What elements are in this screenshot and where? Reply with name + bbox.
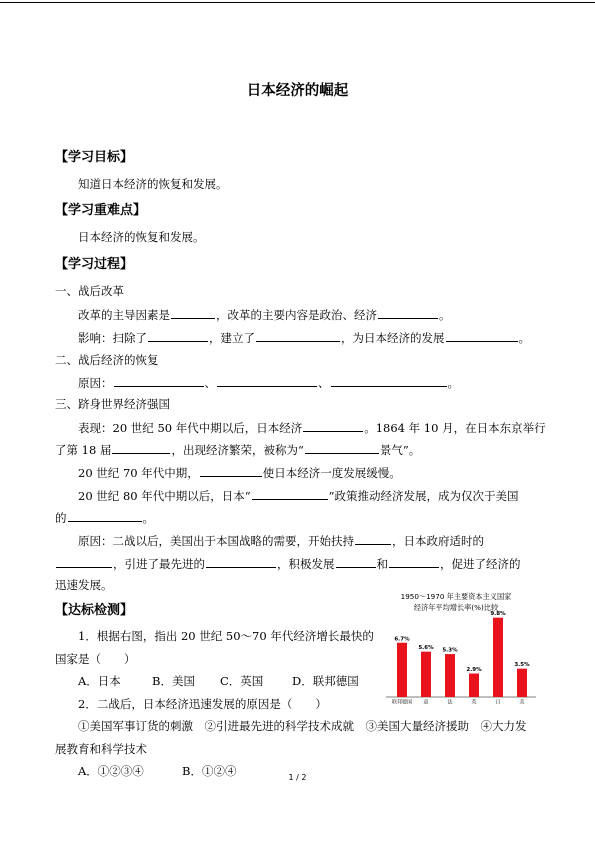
recovery-reasons-line: [78, 374, 459, 391]
header-rule: [0, 2, 595, 3]
question-1-line-2: 国家是（ ）: [55, 652, 136, 666]
chart-value-label: 5.6%: [418, 645, 434, 652]
fill-blank[interactable]: [217, 374, 317, 387]
fill-blank[interactable]: [114, 374, 204, 387]
text-fragment: 20 世纪 70 年代中期，: [78, 466, 199, 480]
fill-blank[interactable]: [305, 441, 379, 454]
chart-bar: [421, 652, 431, 697]
fill-blank[interactable]: [303, 419, 363, 432]
chart-category-label: 联邦德国: [391, 699, 413, 705]
power-line-4: [78, 487, 519, 504]
text-fragment: ，为日本经济的发展: [341, 331, 445, 345]
text-fragment: 、: [318, 376, 330, 390]
text-fragment: 。: [518, 331, 530, 345]
chart-title-line: 经济年平均增长率(%)比较: [413, 603, 499, 612]
text-fragment: 了第 18 届: [55, 443, 112, 457]
section-heading-goals: 【学习目标】: [55, 150, 134, 165]
fill-blank[interactable]: [378, 306, 438, 319]
chart-title: [401, 592, 512, 612]
text-fragment: 改革的主导因素是: [78, 308, 170, 322]
fill-blank[interactable]: [206, 555, 276, 568]
option-c[interactable]: C．英国: [220, 674, 264, 688]
fill-blank[interactable]: [389, 555, 439, 568]
text-fragment: ，出现经济繁荣，被称为“: [171, 443, 304, 457]
chart-category-label: 法: [447, 699, 453, 705]
text-fragment: 景气”。: [379, 443, 421, 457]
power-line-8: 迅速发展。: [55, 578, 113, 592]
text-fragment: 。1864 年 10 月，在日本东京举行: [364, 421, 546, 435]
key-points-text: 日本经济的恢复和发展。: [78, 230, 205, 244]
text-fragment: ，促进了经济的: [440, 557, 521, 571]
text-fragment: 20 世纪 80 年代中期以后，日本“: [78, 489, 251, 503]
option-a[interactable]: A．日本: [78, 674, 121, 688]
chart-category-label: 英: [471, 699, 477, 705]
text-fragment: ”政策推动经济发展，成为仅次于美国: [328, 489, 519, 503]
text-fragment: 表现：20 世纪 50 年代中期以后，日本经济: [78, 421, 303, 435]
text-fragment: 原因：二战以后，美国出于本国战略的需要，开始扶持: [78, 534, 354, 548]
section-heading-test: 【达标检测】: [55, 603, 134, 618]
fill-blank[interactable]: [331, 374, 447, 387]
text-fragment: 原因：: [78, 376, 113, 390]
power-line-5: [55, 509, 154, 526]
power-line-2: [55, 441, 420, 458]
fill-blank[interactable]: [200, 464, 262, 477]
fill-blank[interactable]: [355, 532, 391, 545]
option-a[interactable]: A．①②③④: [78, 764, 144, 778]
chart-value-label: 3.5%: [514, 662, 530, 669]
power-line-7: [55, 555, 521, 572]
option-b[interactable]: B．①②④: [182, 764, 237, 778]
chart-category-label: 意: [423, 699, 429, 705]
fill-blank[interactable]: [56, 555, 112, 568]
text-fragment: 影响：扫除了: [78, 331, 147, 345]
goals-text: 知道日本经济的恢复和发展。: [78, 177, 228, 191]
chart-value-label: 9.8%: [490, 611, 506, 618]
text-fragment: 。: [439, 308, 451, 322]
fill-blank[interactable]: [336, 555, 376, 568]
subheading-postwar-reform: 一、战后改革: [55, 284, 124, 298]
power-line-1: [78, 419, 546, 436]
text-fragment: ，引进了最先进的: [113, 557, 205, 571]
chart-bar: [517, 669, 527, 697]
section-heading-key-points: 【学习重难点】: [55, 203, 147, 218]
power-line-3: [78, 464, 401, 481]
reform-line-1: [78, 306, 451, 323]
text-fragment: 的: [55, 511, 67, 525]
text-fragment: ，积极发展: [277, 557, 335, 571]
question-2-line-1: 2．二战后，日本经济迅速发展的原因是（ ）: [78, 697, 327, 711]
text-fragment: ，建立了: [209, 331, 255, 345]
chart-bar: [397, 643, 407, 697]
reform-line-2: [78, 329, 530, 346]
fill-blank[interactable]: [148, 329, 208, 342]
chart-bar: [445, 654, 455, 697]
text-fragment: 使日本经济一度发展缓慢。: [262, 466, 401, 480]
chart-value-label: 2.9%: [466, 667, 482, 674]
fill-blank[interactable]: [252, 487, 328, 500]
chart-value-label: 6.7%: [394, 636, 410, 643]
subheading-postwar-recovery: 二、战后经济的恢复: [55, 353, 159, 367]
power-line-6: [78, 532, 484, 549]
text-fragment: ，改革的主要内容是政治、经济: [216, 308, 377, 322]
subheading-economic-power: 三、跻身世界经济强国: [55, 397, 170, 411]
text-fragment: 。: [447, 376, 459, 390]
question-2-items-cont: 展教育和科学技术: [55, 742, 147, 756]
text-fragment: ，日本政府适时的: [392, 534, 484, 548]
growth-rate-bar-chart: [384, 590, 544, 705]
fill-blank[interactable]: [446, 329, 518, 342]
option-d[interactable]: D．联邦德国: [292, 674, 359, 688]
chart-category-label: 美: [519, 699, 525, 705]
fill-blank[interactable]: [256, 329, 340, 342]
page-number: 1 / 2: [288, 773, 307, 782]
text-fragment: 和: [376, 557, 388, 571]
fill-blank[interactable]: [68, 509, 142, 522]
section-heading-process: 【学习过程】: [55, 257, 134, 272]
chart-title-line: 1950～1970 年主要资本主义国家: [400, 592, 512, 601]
page-title: 日本经济的崛起: [246, 83, 349, 99]
fill-blank[interactable]: [171, 306, 215, 319]
question-1-line-1: 1．根据右图，指出 20 世纪 50～70 年代经济增长最快的: [78, 629, 374, 643]
chart-bar: [469, 674, 479, 697]
question-2-items: ①美国军事订货的刺激 ②引进最先进的科学技术成就 ③美国大量经济援助 ④大力发: [78, 719, 527, 733]
text-fragment: 。: [142, 511, 154, 525]
chart-category-label: 日: [495, 699, 501, 705]
fill-blank[interactable]: [112, 441, 170, 454]
chart-bar: [493, 618, 503, 697]
text-fragment: 、: [204, 376, 216, 390]
chart-value-label: 5.3%: [442, 647, 458, 654]
option-b[interactable]: B．美国: [152, 674, 195, 688]
